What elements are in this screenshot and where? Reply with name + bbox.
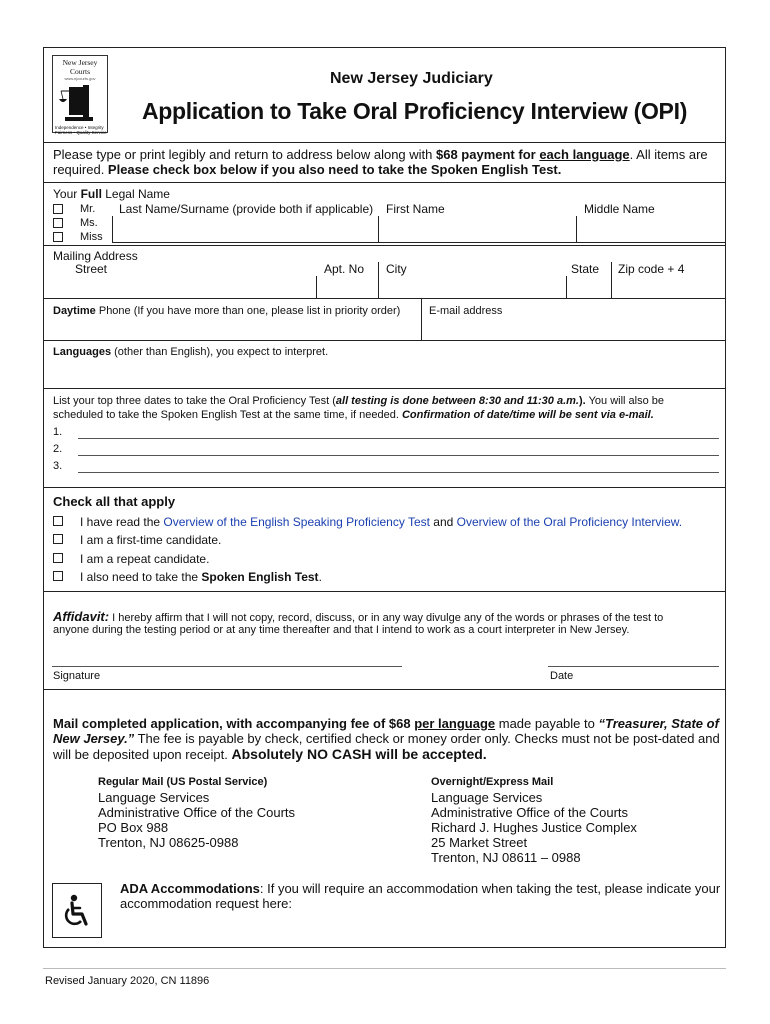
phone-label-bold: Daytime [53, 305, 96, 317]
phone-label [53, 305, 400, 317]
intro-end: . All items are [629, 147, 708, 162]
overnight-mail-heading: Overnight/Express Mail [431, 776, 554, 788]
first-name-label: First Name [386, 202, 445, 216]
logo-text-top: New Jersey Courts [62, 58, 98, 76]
read-overview-checkbox[interactable] [53, 516, 63, 526]
date-label: Date [550, 670, 574, 682]
overview-opi-link[interactable]: Overview of the Oral Proficiency Interview. [456, 515, 683, 529]
dates-testing-hours: all testing is done between 8:30 and 11:30 a.m. [335, 395, 579, 407]
miss-checkbox[interactable] [53, 232, 63, 242]
date-2-input[interactable] [78, 455, 719, 456]
check-item-4-end: . [318, 570, 322, 584]
mail-text-b: made payable to [495, 716, 599, 731]
ada-line-2: accommodation request here: [120, 896, 292, 911]
check-item-1 [80, 515, 682, 529]
name-label-post: Legal Name [101, 187, 170, 201]
header-box [43, 47, 726, 143]
affidavit-line-2: anyone during the testing period or at any time thereafter and that I intend to work as a court interpreter in New Jersey. [53, 624, 630, 636]
apt-label: Apt. No [324, 262, 365, 276]
mail-line-2 [53, 731, 720, 746]
overnight-address-line: Language Services [431, 790, 543, 805]
logo-motto-1: Independence • Integrity [55, 125, 104, 130]
languages-label-rest: (other than English), you expect to interpret. [111, 346, 329, 358]
org-name: New Jersey Judiciary [330, 70, 493, 87]
divider [43, 245, 726, 246]
dates-text-c: ). [579, 395, 586, 407]
divider [43, 298, 726, 299]
mail-payee-1: “Treasurer, State of [598, 716, 719, 731]
state-label: State [571, 262, 600, 276]
city-label: City [386, 262, 407, 276]
first-name-input[interactable] [379, 216, 575, 242]
city-input[interactable] [379, 278, 565, 298]
ms-label: Ms. [80, 217, 98, 229]
name-label [53, 187, 170, 201]
mail-per-language: per language [414, 716, 496, 731]
wheelchair-icon [62, 894, 92, 928]
logo-url: www.njcourts.gov [64, 76, 96, 81]
regular-address-line: PO Box 988 [98, 820, 169, 835]
no-cash-notice: Absolutely NO CASH will be accepted. [231, 746, 487, 762]
mail-text-c: The fee is payable by check, certified check or money order only. Checks must not be post-dated and [134, 731, 720, 746]
regular-address-line: Language Services [98, 790, 210, 805]
divider [43, 591, 726, 592]
middle-name-label: Middle Name [584, 202, 655, 216]
divider [43, 340, 726, 341]
affidavit-line-1 [53, 609, 663, 624]
logo-motto-2: Fairness • Quality Service [55, 130, 107, 135]
scales-icon [53, 81, 107, 125]
check-heading: Check all that apply [53, 494, 176, 509]
overnight-address-line: 25 Market Street [431, 835, 528, 850]
regular-address [98, 790, 295, 850]
revision-note: Revised January 2020, CN 11896 [45, 975, 210, 987]
last-name-label: Last Name/Surname (provide both if applicable) [119, 202, 374, 216]
apt-input[interactable] [317, 278, 377, 298]
divider [43, 182, 726, 183]
ada-label: ADA Accommodations [120, 881, 260, 896]
languages-input[interactable] [44, 362, 725, 388]
intro-line-2 [53, 162, 561, 177]
intro-text: Please type or print legibly and return to address below along with [53, 147, 436, 162]
ada-request-input[interactable] [120, 913, 720, 943]
divider [43, 487, 726, 488]
date-1-num: 1. [53, 426, 63, 438]
middle-name-input[interactable] [577, 216, 725, 242]
overnight-address-line: Richard J. Hughes Justice Complex [431, 820, 637, 835]
check-item-1-text: I have read the [80, 515, 164, 529]
zip-input[interactable] [612, 278, 725, 298]
check-item-2: I am a first-time candidate. [80, 533, 222, 547]
repeat-checkbox[interactable] [53, 553, 63, 563]
check-item-4-text: I also need to take the [80, 570, 202, 584]
date-2-num: 2. [53, 443, 63, 455]
date-3-input[interactable] [78, 472, 719, 473]
date-1-input[interactable] [78, 438, 719, 439]
intro-bold-underlined: each language [539, 147, 630, 162]
mr-label: Mr. [80, 203, 96, 215]
email-label: E-mail address [429, 305, 503, 317]
phone-label-rest: Phone (If you have more than one, please list in priority order) [95, 305, 401, 317]
divider [43, 388, 726, 389]
last-name-input[interactable] [113, 216, 377, 242]
affidavit-text-1: I hereby affirm that I will not copy, record, discuss, or in any way divulge any of the words or phrases of the test to [109, 612, 664, 624]
phone-input[interactable] [44, 320, 420, 339]
zip-label: Zip code + 4 [618, 262, 685, 276]
email-input[interactable] [422, 320, 725, 339]
name-label-bold: Full [80, 187, 102, 201]
languages-label [53, 346, 328, 358]
ada-text: : If you will require an accommodation when taking the test, please indicate your [259, 881, 721, 896]
ms-checkbox[interactable] [53, 218, 63, 228]
intro-line-1 [53, 147, 708, 162]
street-input[interactable] [44, 278, 315, 298]
languages-label-bold: Languages [53, 346, 112, 358]
mail-text-d: will be deposited upon receipt. [53, 747, 232, 762]
mail-line-1 [53, 716, 719, 731]
overview-espt-link[interactable]: Overview of the English Speaking Proficiency Test [163, 515, 430, 529]
court-logo [52, 55, 108, 133]
date-3-num: 3. [53, 460, 63, 472]
dates-text-d: You will also be [585, 395, 665, 407]
check-item-4 [80, 570, 322, 584]
dates-text-a: List your top three dates to take the Oral Proficiency Test ( [53, 395, 336, 407]
regular-address-line: Trenton, NJ 08625-0988 [98, 835, 239, 850]
check-item-3: I am a repeat candidate. [80, 552, 210, 566]
divider [112, 242, 726, 243]
check-item-4-bold: Spoken English Test [201, 570, 319, 584]
mail-payee-2: New Jersey.” [53, 731, 135, 746]
miss-label: Miss [80, 231, 103, 243]
intro-bold: $68 payment for [436, 147, 540, 162]
dates-confirmation: Confirmation of date/time will be sent via e-mail. [401, 409, 654, 421]
affidavit-label: Affidavit: [53, 609, 110, 624]
mail-text-a: Mail completed application, with accompanying fee of $68 [53, 716, 415, 731]
street-label: Street [75, 262, 108, 276]
first-time-checkbox[interactable] [53, 534, 63, 544]
divider [43, 689, 726, 690]
intro-check-note: Please check box below if you also need to take the Spoken English Test. [107, 162, 562, 177]
check-item-1-and: and [429, 515, 457, 529]
date-input[interactable] [548, 666, 719, 667]
mr-checkbox[interactable] [53, 204, 63, 214]
signature-label: Signature [53, 670, 101, 682]
regular-address-line: Administrative Office of the Courts [98, 805, 296, 820]
ada-line-1 [120, 881, 720, 896]
regular-mail-heading: Regular Mail (US Postal Service) [98, 776, 268, 788]
name-label-pre: Your [53, 187, 81, 201]
state-input[interactable] [567, 278, 610, 298]
dates-line-1 [53, 395, 664, 407]
address-label: Mailing Address [53, 249, 138, 263]
dates-line-2 [53, 409, 654, 421]
page-title: Application to Take Oral Proficiency Interview (OPI) [142, 98, 688, 124]
dates-text-e: scheduled to take the Spoken English Test at the same time, if needed. [53, 409, 402, 421]
footer-rule [43, 968, 726, 969]
overnight-address [431, 790, 637, 865]
mail-line-3 [53, 746, 487, 762]
intro-required: required. [53, 162, 108, 177]
signature-input[interactable] [52, 666, 402, 667]
spoken-english-checkbox[interactable] [53, 571, 63, 581]
overnight-address-line: Administrative Office of the Courts [431, 805, 629, 820]
overnight-address-line: Trenton, NJ 08611 – 0988 [431, 850, 581, 865]
